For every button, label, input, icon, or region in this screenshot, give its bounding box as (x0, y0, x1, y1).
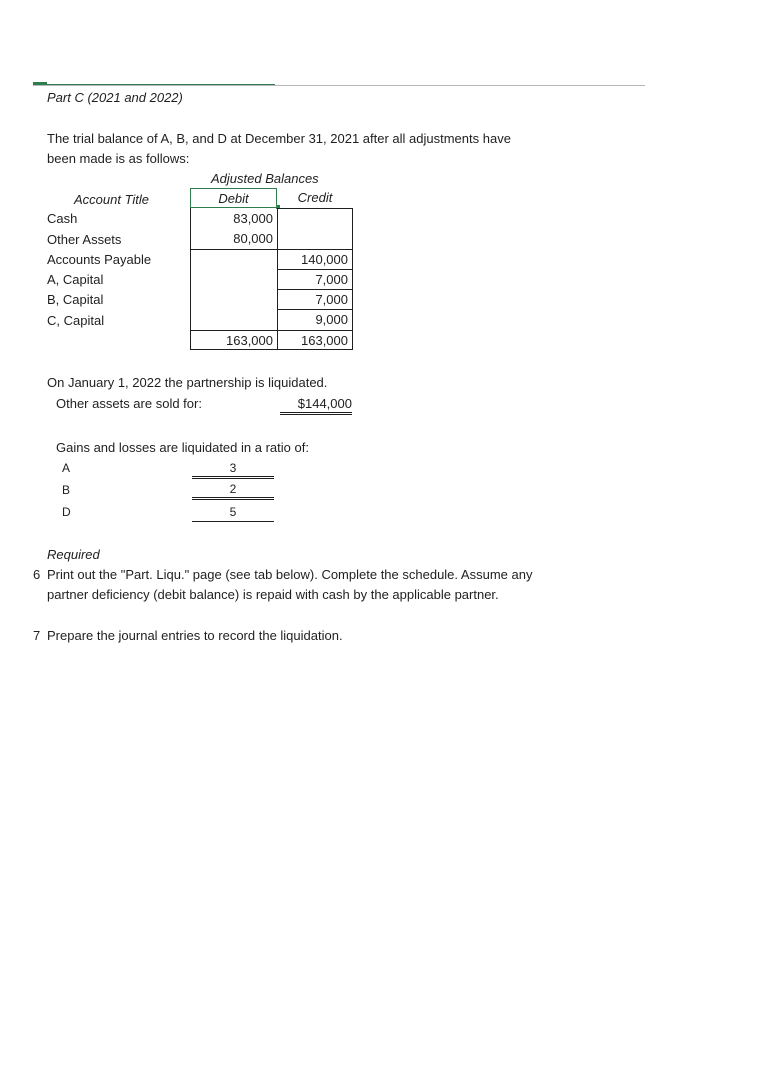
part-title: Part C (2021 and 2022) (47, 90, 183, 105)
item-6-number: 6 (33, 567, 41, 582)
account-c-capital: C, Capital (47, 313, 105, 328)
ratio-partner-a: A (62, 461, 71, 475)
credit-header: Credit (297, 190, 333, 205)
debit-other-assets: 80,000 (233, 231, 273, 246)
ratio-heading: Gains and losses are liquidated in a ratio of: (56, 440, 309, 455)
required-label: Required (47, 547, 100, 562)
ratio-partner-b: B (62, 483, 71, 497)
account-other-assets: Other Assets (47, 232, 122, 247)
liquidation-line: On January 1, 2022 the partnership is liquidated. (47, 375, 328, 390)
intro-line-2: been made is as follows: (47, 151, 190, 166)
account-b-capital: B, Capital (47, 292, 104, 307)
credit-c-capital: 9,000 (315, 312, 348, 327)
account-title-header: Account Title (74, 192, 150, 207)
account-cash: Cash (47, 211, 78, 226)
header-divider (33, 85, 645, 86)
ratio-partner-d: D (62, 505, 71, 519)
ratio-value-a: 3 (192, 461, 274, 479)
credit-total: 163,000 (301, 333, 348, 348)
assets-sold-value: $144,000 (280, 396, 352, 415)
item-6-line-2: partner deficiency (debit balance) is repaid with cash by the applicable partner. (47, 587, 499, 602)
account-accounts-payable: Accounts Payable (47, 252, 152, 267)
intro-line-1: The trial balance of A, B, and D at December 31, 2021 after all adjustments have (47, 131, 511, 146)
credit-a-capital: 7,000 (315, 272, 348, 287)
item-7-text: Prepare the journal entries to record the liquidation. (47, 628, 343, 643)
grid-line (278, 208, 353, 209)
debit-header: Debit (190, 188, 277, 208)
item-7-number: 7 (33, 628, 41, 643)
account-a-capital: A, Capital (47, 272, 104, 287)
debit-cash: 83,000 (233, 211, 273, 226)
item-6-line-1: Print out the "Part. Liqu." page (see tab below). Complete the schedule. Assume any (47, 567, 533, 582)
credit-accounts-payable: 140,000 (301, 252, 348, 267)
grid-line (352, 208, 353, 350)
ratio-value-d: 5 (192, 504, 274, 522)
credit-b-capital: 7,000 (315, 292, 348, 307)
adjusted-balances-header: Adjusted Balances (211, 171, 319, 186)
ratio-value-b: 2 (192, 482, 274, 500)
assets-sold-label: Other assets are sold for: (56, 396, 202, 411)
debit-total: 163,000 (226, 333, 273, 348)
